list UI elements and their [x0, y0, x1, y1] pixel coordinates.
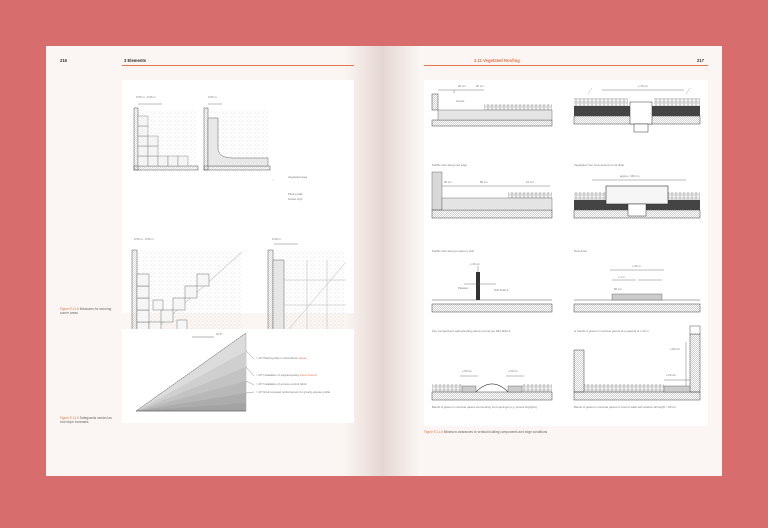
- label-gravel-strip: Gravel strip: [288, 197, 303, 201]
- dimension-c: 0.50 m - 0.50 m: [134, 237, 154, 241]
- r1r-dim-1: ≥ 15 cm: [638, 84, 648, 88]
- diagram-6-caption: or bands of gravel or concrete pavers at a spacing of ≤ 40 m: [574, 329, 649, 333]
- diagram-2-caption: Vegetation-free zone around a roof drain: [574, 163, 625, 167]
- slope-legend-2: [256, 374, 350, 377]
- r2l-dim-3: 15 cm: [526, 180, 534, 184]
- right-figure-number: Figure E.11.6: [424, 430, 443, 434]
- legend-1-highlight: slopes: [298, 356, 307, 360]
- figure-1-caption: [60, 307, 116, 315]
- dimension-d: 0.50 m: [272, 237, 281, 241]
- figure-2-number: Figure E.11.6: [60, 416, 79, 420]
- dimension-a: 0.50 m - 0.30 m: [136, 95, 156, 99]
- figure-1-text: Measures for securing corner areas: [60, 307, 112, 315]
- figure-2-caption: [60, 416, 116, 424]
- legend-2-highlight: shear barriers: [299, 373, 318, 377]
- r3l-dim-2: Parapet: [458, 286, 468, 290]
- right-figure-text: Minimum clearances to vertical building components and edge conditions: [443, 430, 548, 434]
- r4r-dim-2: ≥ 50 cm: [666, 373, 676, 377]
- diagram-1-caption: Pebble strip along roof edge: [432, 163, 467, 167]
- label-paving-slab: Paving slab: [288, 192, 303, 196]
- diagram-7-caption: Bands of gravel or concrete pavers surrounding roof openings (e.g. domed skylights): [432, 405, 537, 409]
- r3r-dim-1: ≤ 40 m: [632, 264, 641, 268]
- r4l-dim-1: ≥ 50 cm: [462, 369, 472, 373]
- r3r-dim-3: 50 cm: [614, 287, 622, 291]
- label-vegetated-area: Vegetated area: [288, 175, 307, 179]
- legend-1-prefix: > 20°: [256, 356, 263, 360]
- right-page: [384, 46, 722, 476]
- diagram-4-caption: Roof drain: [574, 249, 587, 253]
- corner-securing-drawings: [122, 80, 354, 313]
- gutter-shadow-right: [384, 46, 420, 476]
- page-number-right: 217: [697, 58, 704, 63]
- diagram-5-caption: Fire compartment wall extending above roof as per DIN 4102-4: [432, 329, 511, 333]
- diagram-8-caption: Bands of gravel or concrete pavers in front of walls with window sill height > 80 cm: [574, 405, 676, 409]
- section-title: 3.11 Vegetated Roofing: [474, 58, 520, 63]
- r2r-dim-1: approx. 150 cm: [620, 174, 640, 178]
- figure-2-text: Safeguards needed as roof slope increases: [60, 416, 112, 424]
- legend-1-text: Planting strip in accordance: [263, 356, 299, 360]
- r1l-dim-1: 30 cm: [458, 84, 466, 88]
- r1l-dim-2: 20 cm: [476, 84, 484, 88]
- r4r-dim-1: ≥ 80 cm: [670, 347, 680, 351]
- legend-2-text: Installation of supplementary: [263, 373, 300, 377]
- legend-4-prefix: > 20°: [256, 390, 263, 394]
- diagram-3-caption: Pebble strip along a masonry wall: [432, 249, 474, 253]
- figure-1-number: Figure E.11.6: [60, 307, 79, 311]
- legend-2-prefix: > 20°: [256, 373, 263, 377]
- corner-securing-figure: [122, 80, 354, 313]
- page-number-left: 216: [60, 58, 67, 63]
- chapter-title: 3 Elements: [124, 58, 147, 63]
- legend-3-text: Installation of erosion-control fabric: [263, 382, 307, 386]
- slope-legend-1: [256, 357, 350, 360]
- open-book: [46, 46, 722, 478]
- header-rule-right: [424, 65, 708, 66]
- legend-4-text: Roof-renewed reinforcement for gravity expose profile: [263, 390, 331, 394]
- left-page: [46, 46, 384, 476]
- r2l-dim-2: 80 cm: [480, 180, 488, 184]
- dimension-b: 0.50 m: [208, 95, 217, 99]
- legend-3-prefix: > 20°: [256, 382, 263, 386]
- clearance-figure: [424, 80, 708, 426]
- r3l-dim-1: ≥ 30 cm: [470, 262, 480, 266]
- slope-angle-label: 22.5°: [216, 332, 223, 336]
- slope-legend-3: [256, 383, 350, 386]
- right-figure-caption: [424, 430, 624, 434]
- r3r-dim-2: ≥ 1 m: [618, 275, 625, 279]
- slope-legend-4: [256, 391, 350, 394]
- r4l-dim-2: ≥ 50 cm: [508, 369, 518, 373]
- r3l-dim-3: DIN 4102-4: [494, 288, 509, 292]
- roof-slope-figure: [122, 329, 354, 423]
- header-rule-left: [122, 65, 354, 66]
- r2l-dim-1: 30 cm: [444, 180, 452, 184]
- r1l-dim-3: Gravel: [456, 99, 465, 103]
